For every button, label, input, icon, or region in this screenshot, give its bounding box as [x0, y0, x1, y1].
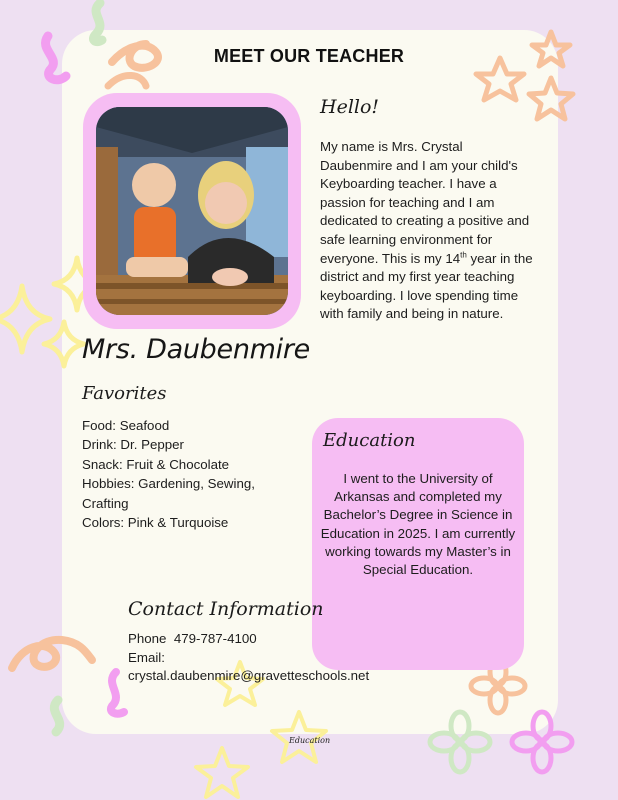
page-title: MEET OUR TEACHER — [213, 46, 405, 66]
favorites-heading: Favorites — [82, 383, 167, 404]
hello-heading: Hello! — [320, 96, 380, 118]
education-text: I went to the University of Arkansas and completed my Bachelor’s Degree in Science in Education in 2025. I am currently working towards my Master’s in Special Education. — [320, 471, 516, 578]
contact-heading: Contact Information — [128, 598, 324, 620]
photo-frame — [83, 93, 301, 329]
list-item: Colors: Pink & Turquoise — [82, 515, 229, 531]
list-item: Drink: Dr. Pepper — [82, 437, 184, 453]
email-label: Email: — [128, 649, 165, 665]
bio-text: My name is Mrs. Crystal Daubenmire and I am your child's Keyboarding teacher. I have a passion for teaching and I am dedicated to creating a positive and safe learning environment for everyone. This is my 14th year in the district and my first year teaching keyboarding. I love spending time with family and being in nature. — [320, 139, 533, 322]
teacher-photo — [96, 107, 288, 315]
teacher-name: Mrs. Daubenmire — [82, 334, 310, 365]
email-address[interactable]: crystal.daubenmire@gravetteschools.net — [128, 668, 370, 684]
list-item: Hobbies: Gardening, Sewing, Crafting — [82, 476, 255, 511]
education-heading: Education — [323, 430, 416, 451]
favorites-list — [82, 416, 302, 532]
list-item: Snack: Fruit & Chocolate — [82, 456, 230, 472]
contact-info — [128, 630, 369, 686]
phone-number[interactable]: 479-787-4100 — [173, 631, 257, 646]
phone-label: Phone — [128, 631, 167, 646]
list-item: Food: Seafood — [82, 418, 170, 433]
footer-tag: Education — [289, 736, 331, 745]
phone-line — [128, 630, 369, 649]
